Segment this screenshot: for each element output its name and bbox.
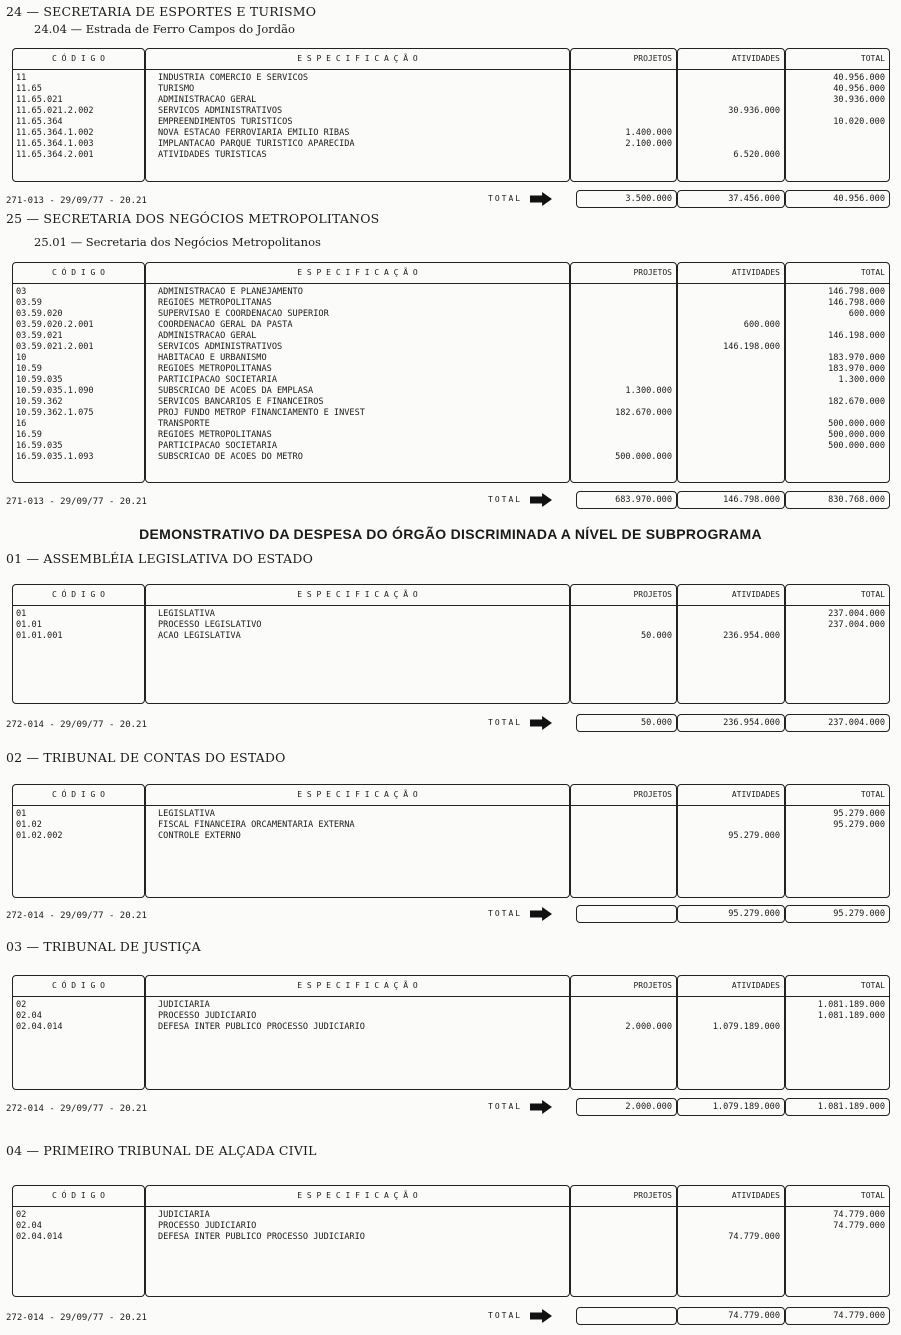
total-projetos	[576, 905, 677, 923]
column-atividades	[677, 48, 785, 182]
column-header: C Ó D I G O	[13, 976, 144, 997]
description-cell: SERVICOS ADMINISTRATIVOS	[158, 342, 283, 352]
code-cell: 03.59.021.2.001	[16, 342, 94, 352]
column-header: E S P E C I F I C A Ç Ã O	[146, 1186, 569, 1207]
code-cell: 10.59.362.1.075	[16, 408, 94, 418]
total-cell: 600.000	[848, 309, 885, 319]
total-cell: 74.779.000	[833, 1210, 885, 1220]
description-cell: SUBSCRICAO DE ACOES DA EMPLASA	[158, 386, 314, 396]
code-cell: 02	[16, 1000, 27, 1010]
section-heading: 24 — SECRETARIA DE ESPORTES E TURISMO	[6, 4, 317, 19]
description-cell: ACAO LEGISLATIVA	[158, 631, 241, 641]
total-cell: 1.081.189.000	[817, 1011, 885, 1021]
total-cell: 237.004.000	[828, 620, 885, 630]
column-header: ATIVIDADES	[678, 1186, 784, 1207]
description-cell: SERVICOS BANCARIOS E FINANCEIROS	[158, 397, 324, 407]
report-id-date: 271-013 - 29/09/77 - 20.21	[6, 497, 147, 507]
description-cell: PROCESSO JUDICIARIO	[158, 1221, 257, 1231]
total-cell: 183.970.000	[828, 353, 885, 363]
total-atividades: 95.279.000	[677, 905, 785, 923]
code-cell: 03.59.020.2.001	[16, 320, 94, 330]
report-id-date: 271-013 - 29/09/77 - 20.21	[6, 196, 147, 206]
column-projetos	[570, 784, 677, 898]
column-projetos	[570, 975, 677, 1090]
total-atividades: 1.079.189.000	[677, 1098, 785, 1116]
total-projetos	[576, 1307, 677, 1325]
total-label: TOTAL	[488, 194, 523, 203]
column-atividades	[677, 262, 785, 483]
arrow-right-icon	[530, 716, 552, 730]
section-heading: 03 — TRIBUNAL DE JUSTIÇA	[6, 939, 201, 954]
column-header: C Ó D I G O	[13, 585, 144, 606]
total-total: 237.004.000	[785, 714, 890, 732]
code-cell: 02	[16, 1210, 27, 1220]
column-header: ATIVIDADES	[678, 785, 784, 806]
total-cell: 500.000.000	[828, 430, 885, 440]
column-header: PROJETOS	[571, 585, 676, 606]
column-atividades	[677, 584, 785, 704]
atividades-cell: 146.198.000	[723, 342, 780, 352]
column-total	[785, 1185, 890, 1297]
total-total: 40.956.000	[785, 190, 890, 208]
column-total	[785, 262, 890, 483]
total-atividades: 236.954.000	[677, 714, 785, 732]
report-id-date: 272-014 - 29/09/77 - 20.21	[6, 1104, 147, 1114]
column-header: C Ó D I G O	[13, 785, 144, 806]
column-total	[785, 584, 890, 704]
description-cell: REGIOES METROPOLITANAS	[158, 430, 272, 440]
total-atividades: 74.779.000	[677, 1307, 785, 1325]
column-header: TOTAL	[786, 263, 889, 284]
column-codigo	[12, 584, 145, 704]
column-header: C Ó D I G O	[13, 263, 144, 284]
column-header: E S P E C I F I C A Ç Ã O	[146, 785, 569, 806]
column-total	[785, 48, 890, 182]
total-cell: 500.000.000	[828, 419, 885, 429]
code-cell: 01	[16, 809, 27, 819]
projetos-cell: 500.000.000	[615, 452, 672, 462]
column-header: ATIVIDADES	[678, 263, 784, 284]
column-especificacao	[145, 975, 570, 1090]
code-cell: 10.59.035.1.090	[16, 386, 94, 396]
projetos-cell: 2.100.000	[625, 139, 672, 149]
description-cell: ADMINISTRACAO E PLANEJAMENTO	[158, 287, 303, 297]
atividades-cell: 236.954.000	[723, 631, 780, 641]
total-cell: 146.798.000	[828, 287, 885, 297]
description-cell: EMPREENDIMENTOS TURISTICOS	[158, 117, 293, 127]
section-heading: 02 — TRIBUNAL DE CONTAS DO ESTADO	[6, 750, 286, 765]
description-cell: FISCAL FINANCEIRA ORCAMENTARIA EXTERNA	[158, 820, 355, 830]
code-cell: 03	[16, 287, 27, 297]
column-header: PROJETOS	[571, 1186, 676, 1207]
code-cell: 03.59.020	[16, 309, 63, 319]
column-header: ATIVIDADES	[678, 585, 784, 606]
section-heading: 04 — PRIMEIRO TRIBUNAL DE ALÇADA CIVIL	[6, 1143, 317, 1158]
description-cell: REGIOES METROPOLITANAS	[158, 298, 272, 308]
code-cell: 16	[16, 419, 27, 429]
description-cell: INDUSTRIA COMERCIO E SERVICOS	[158, 73, 309, 83]
projetos-cell: 50.000	[640, 631, 672, 641]
arrow-right-icon	[530, 493, 552, 507]
section-subheading: 24.04 — Estrada de Ferro Campos do Jordão	[34, 22, 295, 36]
total-cell: 1.300.000	[838, 375, 885, 385]
budget-table	[12, 262, 890, 483]
code-cell: 11.65.021.2.002	[16, 106, 94, 116]
column-atividades	[677, 975, 785, 1090]
code-cell: 16.59.035	[16, 441, 63, 451]
column-header: E S P E C I F I C A Ç Ã O	[146, 49, 569, 70]
code-cell: 02.04	[16, 1011, 42, 1021]
column-header: TOTAL	[786, 585, 889, 606]
description-cell: JUDICIARIA	[158, 1000, 210, 1010]
report-id-date: 272-014 - 29/09/77 - 20.21	[6, 720, 147, 730]
code-cell: 01.01.001	[16, 631, 63, 641]
total-total: 74.779.000	[785, 1307, 890, 1325]
section-subheading: 25.01 — Secretaria dos Negócios Metropolitanos	[34, 235, 321, 249]
column-codigo	[12, 784, 145, 898]
description-cell: NOVA ESTACAO FERROVIARIA EMILIO RIBAS	[158, 128, 350, 138]
description-cell: DEFESA INTER PUBLICO PROCESSO JUDICIARIO	[158, 1232, 365, 1242]
total-cell: 40.956.000	[833, 84, 885, 94]
description-cell: PROJ FUNDO METROP FINANCIAMENTO E INVEST	[158, 408, 365, 418]
description-cell: SUPERVISAO E COORDENACAO SUPERIOR	[158, 309, 329, 319]
total-label: TOTAL	[488, 1311, 523, 1320]
code-cell: 11.65.364.2.001	[16, 150, 94, 160]
column-header: TOTAL	[786, 785, 889, 806]
column-header: PROJETOS	[571, 49, 676, 70]
column-codigo	[12, 262, 145, 483]
code-cell: 01.02	[16, 820, 42, 830]
column-total	[785, 784, 890, 898]
code-cell: 01	[16, 609, 27, 619]
total-cell: 95.279.000	[833, 809, 885, 819]
column-header: ATIVIDADES	[678, 49, 784, 70]
code-cell: 10.59.035	[16, 375, 63, 385]
column-codigo	[12, 975, 145, 1090]
atividades-cell: 6.520.000	[733, 150, 780, 160]
main-title: DEMONSTRATIVO DA DESPESA DO ÓRGÃO DISCRIMINADA A NÍVEL DE SUBPROGRAMA	[139, 526, 762, 542]
column-atividades	[677, 784, 785, 898]
description-cell: PROCESSO LEGISLATIVO	[158, 620, 262, 630]
code-cell: 11.65.364	[16, 117, 63, 127]
column-codigo	[12, 48, 145, 182]
code-cell: 01.01	[16, 620, 42, 630]
total-cell: 183.970.000	[828, 364, 885, 374]
total-projetos: 2.000.000	[576, 1098, 677, 1116]
description-cell: CONTROLE EXTERNO	[158, 831, 241, 841]
description-cell: ADMINISTRACAO GERAL	[158, 331, 257, 341]
report-id-date: 272-014 - 29/09/77 - 20.21	[6, 1313, 147, 1323]
total-cell: 10.020.000	[833, 117, 885, 127]
projetos-cell: 2.000.000	[625, 1022, 672, 1032]
column-especificacao	[145, 784, 570, 898]
column-header: E S P E C I F I C A Ç Ã O	[146, 976, 569, 997]
arrow-right-icon	[530, 1309, 552, 1323]
description-cell: SERVICOS ADMINISTRATIVOS	[158, 106, 283, 116]
total-total: 830.768.000	[785, 491, 890, 509]
description-cell: HABITACAO E URBANISMO	[158, 353, 267, 363]
total-atividades: 37.456.000	[677, 190, 785, 208]
arrow-right-icon	[530, 192, 552, 206]
total-cell: 500.000.000	[828, 441, 885, 451]
description-cell: REGIOES METROPOLITANAS	[158, 364, 272, 374]
total-total: 1.081.189.000	[785, 1098, 890, 1116]
column-header: PROJETOS	[571, 785, 676, 806]
code-cell: 01.02.002	[16, 831, 63, 841]
total-label: TOTAL	[488, 718, 523, 727]
total-total: 95.279.000	[785, 905, 890, 923]
total-cell: 1.081.189.000	[817, 1000, 885, 1010]
total-projetos: 3.500.000	[576, 190, 677, 208]
budget-table	[12, 975, 890, 1090]
column-especificacao	[145, 584, 570, 704]
section-heading: 01 — ASSEMBLÉIA LEGISLATIVA DO ESTADO	[6, 551, 314, 566]
atividades-cell: 1.079.189.000	[712, 1022, 780, 1032]
projetos-cell: 1.300.000	[625, 386, 672, 396]
report-id-date: 272-014 - 29/09/77 - 20.21	[6, 911, 147, 921]
column-header: PROJETOS	[571, 263, 676, 284]
atividades-cell: 95.279.000	[728, 831, 780, 841]
description-cell: DEFESA INTER PUBLICO PROCESSO JUDICIARIO	[158, 1022, 365, 1032]
total-projetos: 683.970.000	[576, 491, 677, 509]
description-cell: TURISMO	[158, 84, 195, 94]
code-cell: 11.65.364.1.003	[16, 139, 94, 149]
column-total	[785, 975, 890, 1090]
code-cell: 11.65.364.1.002	[16, 128, 94, 138]
code-cell: 03.59	[16, 298, 42, 308]
code-cell: 02.04.014	[16, 1022, 63, 1032]
column-header: C Ó D I G O	[13, 1186, 144, 1207]
arrow-right-icon	[530, 907, 552, 921]
column-projetos	[570, 1185, 677, 1297]
code-cell: 11.65	[16, 84, 42, 94]
code-cell: 03.59.021	[16, 331, 63, 341]
budget-table	[12, 1185, 890, 1297]
atividades-cell: 600.000	[743, 320, 780, 330]
column-header: E S P E C I F I C A Ç Ã O	[146, 263, 569, 284]
column-header: TOTAL	[786, 1186, 889, 1207]
total-cell: 95.279.000	[833, 820, 885, 830]
code-cell: 10.59.362	[16, 397, 63, 407]
code-cell: 02.04.014	[16, 1232, 63, 1242]
column-header: ATIVIDADES	[678, 976, 784, 997]
description-cell: PARTICIPACAO SOCIETARIA	[158, 375, 277, 385]
code-cell: 16.59	[16, 430, 42, 440]
column-header: TOTAL	[786, 976, 889, 997]
total-cell: 146.198.000	[828, 331, 885, 341]
column-codigo	[12, 1185, 145, 1297]
budget-table	[12, 48, 890, 182]
projetos-cell: 182.670.000	[615, 408, 672, 418]
atividades-cell: 30.936.000	[728, 106, 780, 116]
atividades-cell: 74.779.000	[728, 1232, 780, 1242]
code-cell: 11	[16, 73, 27, 83]
description-cell: TRANSPORTE	[158, 419, 210, 429]
total-cell: 182.670.000	[828, 397, 885, 407]
code-cell: 10.59	[16, 364, 42, 374]
total-cell: 74.779.000	[833, 1221, 885, 1231]
column-projetos	[570, 262, 677, 483]
arrow-right-icon	[530, 1100, 552, 1114]
column-atividades	[677, 1185, 785, 1297]
code-cell: 11.65.021	[16, 95, 63, 105]
column-projetos	[570, 584, 677, 704]
column-header: C Ó D I G O	[13, 49, 144, 70]
column-header: TOTAL	[786, 49, 889, 70]
total-label: TOTAL	[488, 495, 523, 504]
total-cell: 237.004.000	[828, 609, 885, 619]
description-cell: ADMINISTRACAO GERAL	[158, 95, 257, 105]
section-heading: 25 — SECRETARIA DOS NEGÓCIOS METROPOLITANOS	[6, 211, 380, 226]
total-cell: 40.956.000	[833, 73, 885, 83]
column-especificacao	[145, 1185, 570, 1297]
column-especificacao	[145, 48, 570, 182]
code-cell: 10	[16, 353, 27, 363]
description-cell: COORDENACAO GERAL DA PASTA	[158, 320, 293, 330]
budget-table	[12, 784, 890, 898]
column-especificacao	[145, 262, 570, 483]
total-projetos: 50.000	[576, 714, 677, 732]
code-cell: 02.04	[16, 1221, 42, 1231]
description-cell: JUDICIARIA	[158, 1210, 210, 1220]
description-cell: ATIVIDADES TURISTICAS	[158, 150, 267, 160]
total-cell: 30.936.000	[833, 95, 885, 105]
total-atividades: 146.798.000	[677, 491, 785, 509]
description-cell: PARTICIPACAO SOCIETARIA	[158, 441, 277, 451]
description-cell: IMPLANTACAO PARQUE TURISTICO APARECIDA	[158, 139, 355, 149]
total-label: TOTAL	[488, 1102, 523, 1111]
column-header: E S P E C I F I C A Ç Ã O	[146, 585, 569, 606]
budget-table	[12, 584, 890, 704]
total-cell: 146.798.000	[828, 298, 885, 308]
description-cell: PROCESSO JUDICIARIO	[158, 1011, 257, 1021]
column-projetos	[570, 48, 677, 182]
total-label: TOTAL	[488, 909, 523, 918]
description-cell: LEGISLATIVA	[158, 809, 215, 819]
description-cell: SUBSCRICAO DE ACOES DO METRO	[158, 452, 303, 462]
column-header: PROJETOS	[571, 976, 676, 997]
description-cell: LEGISLATIVA	[158, 609, 215, 619]
projetos-cell: 1.400.000	[625, 128, 672, 138]
code-cell: 16.59.035.1.093	[16, 452, 94, 462]
